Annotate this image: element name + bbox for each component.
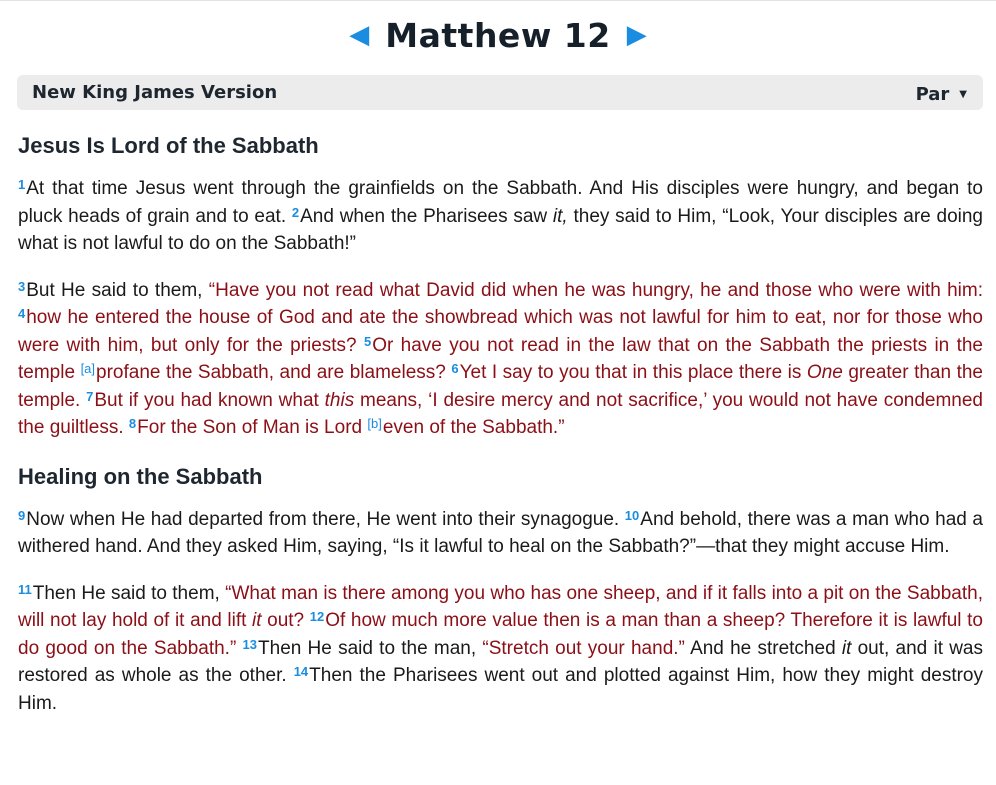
words-of-jesus: Yet I say to you that in this place there is — [459, 362, 807, 383]
words-of-jesus: “Stretch out your hand.” — [482, 637, 685, 659]
chapter-nav — [0, 12, 996, 58]
verse-number: 2 — [291, 204, 300, 220]
words-of-jesus: “Have you not read what David did when he was hungry, he and those who were with him: — [208, 279, 984, 301]
verse-number: 13 — [242, 636, 258, 652]
words-of-jesus: out? — [261, 610, 310, 631]
parallel-label: Par — [915, 83, 950, 105]
verse-text: Then He said to them, — [32, 582, 226, 604]
section-heading: Jesus Is Lord of the Sabbath — [18, 133, 319, 158]
verse-number: 14 — [293, 664, 309, 679]
verse-number: 11 — [18, 581, 32, 597]
caret-down-icon: ▼ — [959, 88, 967, 100]
verse-text: they said to Him, “Look, Your disciples are doing what is not lawful to do on the Sabbath!” — [18, 205, 984, 254]
passage-paragraph — [18, 277, 983, 442]
footnote-link[interactable]: [a] — [80, 361, 96, 376]
words-of-jesus: even of the Sabbath.” — [382, 417, 565, 438]
words-of-jesus: “What man is there among you who has one sheep, and if it falls into a pit on the Sabbath, will not lay hold of it and lift — [18, 582, 983, 631]
verse-text: Now when He had departed from there, He went into their synagogue. — [26, 508, 625, 530]
words-of-jesus: But if you had known what — [94, 389, 325, 411]
verse-text: Then the Pharisees went out and plotted against Him, how they might destroy Him. — [18, 665, 984, 714]
verse-text: Then He said to the man, — [258, 637, 483, 659]
passage-paragraph — [18, 580, 983, 718]
words-of-jesus: Or have you not read in the law that on the Sabbath the priests in the temple — [18, 334, 983, 383]
words-of-jesus-italic: this — [324, 389, 355, 411]
words-of-jesus-italic: One — [806, 362, 843, 383]
words-of-jesus: Of how much more value then is a man than a sheep? Therefore it is lawful to do good on the Sabbath.” — [18, 610, 983, 659]
next-chapter-icon[interactable]: ▶ — [626, 20, 647, 50]
section-heading: Healing on the Sabbath — [18, 463, 263, 489]
verse-text-italic: it — [841, 637, 852, 659]
passage-paragraph — [18, 506, 983, 561]
verse-text — [236, 638, 242, 659]
verse-number: 1 — [18, 177, 26, 192]
words-of-jesus: greater than the temple. — [18, 362, 984, 411]
chapter-title: Matthew 12 — [385, 15, 611, 55]
words-of-jesus: means, ‘I desire mercy and not sacrifice,’ you would not have condemned the guiltless. — [18, 389, 983, 438]
words-of-jesus-italic: it — [252, 610, 262, 631]
verse-text: But He said to them, — [26, 279, 209, 301]
verse-text: And behold, there was a man who had a withered hand. And they asked Him, saying, “Is it lawful to heal on the Sabbath?”—that they might accuse Him. — [18, 508, 984, 557]
verse-number: 9 — [18, 507, 26, 523]
words-of-jesus: profane the Sabbath, and are blameless? — [96, 362, 452, 383]
verse-text: out, and it was restored as whole as the other. — [18, 637, 984, 686]
version-name: New King James Version — [32, 82, 278, 103]
words-of-jesus: how he entered the house of God and ate the showbread which was not lawful for him to eat, nor for those who were with him, but only for the priests? — [18, 307, 983, 356]
verse-number: 7 — [86, 388, 94, 404]
verse-text: And he stretched — [684, 637, 842, 659]
verse-number: 8 — [128, 416, 137, 431]
verse-text: At that time Jesus went through the grainfields on the Sabbath. And His disciples were hungry, and began to pluck heads of grain and to eat. — [18, 178, 983, 227]
words-of-jesus: For the Son of Man is Lord — [137, 417, 368, 438]
chapter-content — [18, 128, 983, 717]
verse-number: 5 — [363, 333, 372, 349]
version-bar — [17, 75, 983, 110]
passage-paragraph — [18, 175, 983, 258]
verse-text: And when the Pharisees saw — [300, 205, 553, 227]
verse-number: 4 — [18, 306, 26, 321]
top-divider — [0, 0, 996, 1]
footnote-link[interactable]: [b] — [367, 416, 382, 431]
verse-number: 6 — [451, 361, 459, 376]
prev-chapter-icon[interactable]: ◀ — [349, 20, 370, 50]
parallel-button[interactable] — [916, 84, 967, 105]
verse-text-italic: it, — [552, 205, 568, 227]
verse-number: 3 — [18, 278, 26, 294]
verse-number: 10 — [624, 507, 640, 523]
verse-number: 12 — [309, 609, 325, 624]
